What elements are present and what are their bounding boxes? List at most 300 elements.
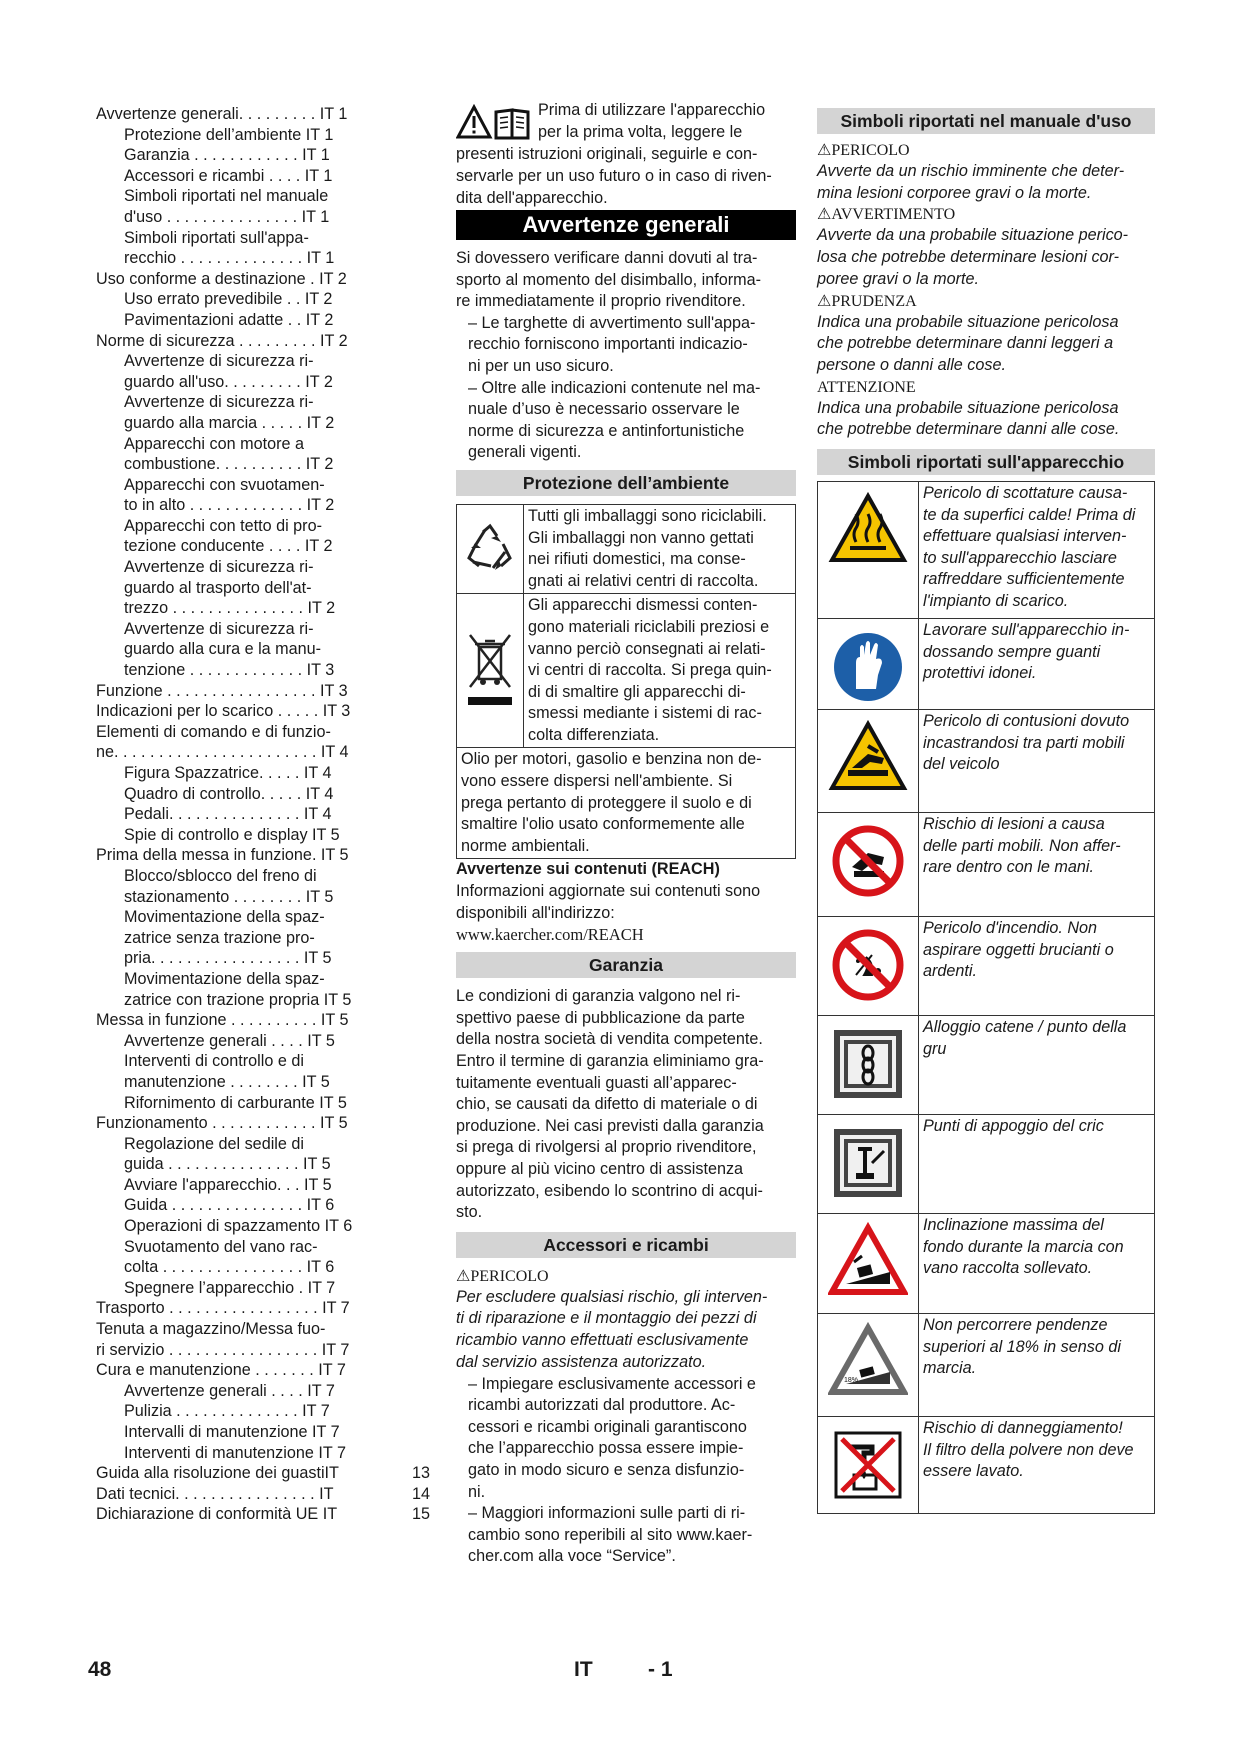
- hand-crush-warning-icon: [828, 718, 908, 798]
- column-right: [817, 104, 1155, 1514]
- accessories-dash-2: [456, 1503, 796, 1568]
- symbol-icon-cell: [818, 1214, 919, 1313]
- toc-entry[interactable]: [96, 1319, 430, 1340]
- text-line: sporto al momento del disimballo, informa-: [456, 270, 761, 289]
- signal-word-attention: ATTENZIONE: [817, 378, 916, 396]
- reach-text: [456, 881, 796, 924]
- toc-entry[interactable]: [96, 413, 430, 434]
- toc-entry-text: Spegnere l’apparecchio . IT 7: [124, 1278, 336, 1297]
- text-line: – Oltre alle indicazioni contenute nel ma-: [468, 378, 761, 397]
- signal-word-warning: [817, 204, 1155, 225]
- toc-entry[interactable]: [96, 1422, 430, 1443]
- text-line: Informazioni aggiornate sui contenuti sono: [456, 882, 761, 901]
- toc-entry-text: Messa in funzione . . . . . . . . . . IT 5: [96, 1011, 349, 1030]
- warning-triangle-icon: ⚠: [817, 142, 832, 159]
- symbol-row: [818, 1115, 1154, 1214]
- text-line: to sull'apparecchio lasciare: [923, 548, 1117, 567]
- symbol-row: [818, 1417, 1154, 1513]
- symbol-description: [919, 813, 1125, 916]
- toc-entry-text: zatrice con trazione propria IT 5: [124, 990, 352, 1009]
- toc-entry-text: Accessori e ricambi . . . . IT 1: [124, 166, 333, 185]
- toc-entry[interactable]: [96, 1298, 430, 1319]
- toc-entry-text: Simboli riportati sull'appa-: [124, 228, 309, 247]
- toc-entry[interactable]: [96, 804, 430, 825]
- text-line: – Impiegare esclusivamente accessori e: [468, 1374, 756, 1393]
- toc-entry-text: Avvertenze generali. . . . . . . . . IT 1: [96, 105, 348, 123]
- toc-entry-text: Simboli riportati nel manuale: [124, 187, 329, 206]
- symbol-description: [919, 1214, 1128, 1313]
- intro-line: dita dell'apparecchio.: [456, 189, 608, 207]
- heading-accessories: Accessori e ricambi: [456, 1232, 796, 1258]
- text-line: Il filtro della polvere non deve: [923, 1440, 1134, 1459]
- text-line: persone o danni alle cose.: [817, 355, 1006, 374]
- toc-entry-text: Apparecchi con motore a: [124, 434, 304, 453]
- text-line: nuale d’uso è necessario osservare le: [468, 400, 740, 419]
- toc-entry[interactable]: [96, 1216, 430, 1237]
- symbol-description: [919, 1417, 1138, 1513]
- signal-word-caution: [817, 291, 1155, 312]
- text-line: ardenti.: [923, 962, 977, 981]
- text-line: Rischio di danneggiamento!: [923, 1419, 1123, 1438]
- toc-entry[interactable]: [96, 681, 430, 702]
- toc-entry[interactable]: [96, 784, 430, 805]
- signal-label: PERICOLO: [831, 142, 910, 159]
- toc-entry[interactable]: [96, 990, 430, 1011]
- environment-row-recycling: [457, 505, 795, 594]
- text-line: poree gravi o la morte.: [817, 269, 979, 288]
- intro-line: per la prima volta, leggere le: [538, 123, 743, 141]
- toc-entry-text: zatrice senza trazione pro-: [124, 928, 315, 947]
- text-line: ni per un uso sicuro.: [468, 356, 614, 375]
- toc-entry[interactable]: [96, 228, 430, 249]
- toc-entry[interactable]: [96, 845, 430, 866]
- toc-entry[interactable]: [96, 1401, 430, 1422]
- toc-entry-text: Quadro di controllo. . . . . IT 4: [124, 784, 334, 803]
- toc-entry-text: tenzione . . . . . . . . . . . . . IT 3: [124, 661, 335, 680]
- signal-text-danger: [817, 161, 1155, 204]
- toc-entry-text: tezione conducente . . . . IT 2: [124, 537, 333, 556]
- symbol-icon-cell: [818, 482, 919, 618]
- symbol-description: [919, 1115, 1108, 1213]
- toc-entry-text: Pulizia . . . . . . . . . . . . . . IT 7: [124, 1402, 330, 1421]
- toc-entry[interactable]: [96, 207, 430, 228]
- text-line: gono materiali riciclabili preziosi e: [528, 617, 770, 636]
- text-line: mina lesioni corporee gravi o la morte.: [817, 183, 1092, 202]
- text-line: recchio forniscono importanti indicazio-: [468, 335, 748, 354]
- toc-entry[interactable]: [96, 1381, 430, 1402]
- toc-entry[interactable]: [96, 1134, 430, 1155]
- toc-entry[interactable]: [96, 269, 430, 290]
- text-line: cher.com alla voce “Service”.: [468, 1547, 676, 1566]
- warranty-paragraph: [456, 986, 796, 1224]
- text-line: dal servizio assistenza autorizzato.: [456, 1352, 707, 1371]
- text-line: smessi mediante i sistemi di rac-: [528, 704, 762, 723]
- no-burning-objects-icon: [828, 925, 908, 1005]
- toc-entry-text: guardo alla cura e la manu-: [124, 640, 322, 659]
- text-line: prega pertanto di proteggere il suolo e di: [461, 793, 752, 812]
- toc-entry-text: colta . . . . . . . . . . . . . . . . IT 6: [124, 1258, 335, 1277]
- text-line: Inclinazione massima del: [923, 1216, 1104, 1235]
- text-line: gnati ai relativi centri di raccolta.: [528, 571, 759, 590]
- toc-entry-text: Cura e manutenzione . . . . . . . IT 7: [96, 1361, 346, 1380]
- toc-entry[interactable]: [96, 928, 430, 949]
- toc-entry-text: ri servizio . . . . . . . . . . . . . . . . . IT 7: [96, 1340, 350, 1359]
- toc-entry[interactable]: [96, 825, 430, 846]
- toc-entry-text: Movimentazione della spaz-: [124, 969, 325, 988]
- toc-entry[interactable]: [96, 1154, 430, 1175]
- text-line: cessori e ricambi originali garantiscono: [468, 1417, 747, 1436]
- toc-entry-text: Funzionamento . . . . . . . . . . . . IT 5: [96, 1114, 348, 1133]
- toc-entry-text: Dichiarazione di conformità UE IT: [96, 1505, 338, 1524]
- symbol-row: [818, 1314, 1154, 1417]
- text-line: che l’apparecchio possa essere impie-: [468, 1439, 744, 1458]
- toc-entry-text: Avvertenze di sicurezza ri-: [124, 619, 314, 638]
- toc-entry-text: ne. . . . . . . . . . . . . . . . . . . . . . . IT 4: [96, 743, 349, 762]
- text-line: smaltire l'olio usato conformemente alle: [461, 815, 745, 834]
- hot-surface-warning-icon: [828, 490, 908, 570]
- toc-entry-text: Spie di controllo e display IT 5: [124, 825, 340, 844]
- symbol-description: [919, 1314, 1125, 1416]
- toc-entry-text: guida . . . . . . . . . . . . . . . IT 5: [124, 1155, 331, 1174]
- environment-text-oil: [457, 748, 766, 858]
- toc-entry[interactable]: [96, 763, 430, 784]
- text-line: fondo durante la marcia con: [923, 1237, 1124, 1256]
- text-line: norme di sicurezza e antinfortunistiche: [468, 421, 745, 440]
- text-line: incastrandosi tra parti mobili: [923, 733, 1125, 752]
- toc-entry[interactable]: [96, 145, 430, 166]
- toc-entry[interactable]: [96, 310, 430, 331]
- toc-entry[interactable]: [96, 1093, 430, 1114]
- text-line: te da superfici calde! Prima di: [923, 505, 1136, 524]
- text-line: Gli imballaggi non vanno gettati: [528, 528, 754, 547]
- signal-label: AVVERTIMENTO: [831, 206, 956, 224]
- symbol-row: [818, 917, 1154, 1016]
- toc-entry[interactable]: [96, 248, 430, 269]
- text-line: Gli apparecchi dismessi conten-: [528, 596, 758, 615]
- text-line: – Maggiori informazioni sulle parti di ri-: [468, 1504, 746, 1523]
- environment-row-oil: [457, 748, 795, 858]
- signal-word-danger: [817, 140, 1155, 161]
- toc-entry-text: Rifornimento di carburante IT 5: [124, 1093, 347, 1112]
- toc-entry[interactable]: [96, 1360, 430, 1381]
- toc-entry-text: guardo al trasporto dell'at-: [124, 578, 312, 597]
- toc-entry[interactable]: [96, 1195, 430, 1216]
- toc-entry-text: Intervalli di manutenzione IT 7: [124, 1423, 340, 1441]
- signal-label: PRUDENZA: [831, 292, 917, 310]
- text-line: chio, se causati da difetto di materiale o di: [456, 1095, 758, 1114]
- toc-entry-text: Svuotamento del vano rac-: [124, 1237, 318, 1256]
- text-line: norme ambientali.: [461, 836, 590, 855]
- text-line: che potrebbe determinare danni alle cose.: [817, 420, 1120, 439]
- symbol-description: [919, 917, 1118, 1015]
- text-line: raffreddare sufficientemente: [923, 570, 1125, 589]
- toc-entry-text: Indicazioni per lo scarico . . . . . IT 3: [96, 702, 351, 721]
- toc-entry-text: Avvertenze di sicurezza ri-: [124, 352, 314, 371]
- toc-entry-text: Interventi di manutenzione IT 7: [124, 1443, 346, 1462]
- toc-entry[interactable]: [96, 1031, 430, 1052]
- text-line: ni.: [468, 1482, 486, 1501]
- environment-text-weee: [524, 594, 776, 747]
- symbol-row: [818, 710, 1154, 813]
- heading-manual-symbols: Simboli riportati nel manuale d'uso: [817, 108, 1155, 134]
- toc-entry[interactable]: [96, 331, 430, 352]
- text-line: Per escludere qualsiasi rischio, gli interven-: [456, 1287, 768, 1306]
- toc-entry[interactable]: [96, 1072, 430, 1093]
- table-of-contents: [96, 104, 430, 1525]
- text-line: re immediatamente il proprio rivenditore.: [456, 292, 746, 311]
- toc-entry-page: 14: [412, 1484, 431, 1503]
- signal-text-attention: [817, 398, 1155, 441]
- text-line: nei rifiuti domestici, ma conse-: [528, 550, 746, 569]
- text-line: ricambio vanno effettuati esclusivamente: [456, 1331, 749, 1350]
- text-line: vono essere dispersi nell'ambiente. Si: [461, 772, 733, 791]
- max-slope-18-icon: [828, 1322, 908, 1402]
- toc-entry-text: Interventi di controllo e di: [124, 1052, 304, 1071]
- toc-entry[interactable]: [96, 1237, 430, 1258]
- device-symbols-table: [817, 481, 1155, 1514]
- text-line: delle parti mobili. Non affer-: [923, 836, 1121, 855]
- symbol-row: [818, 1016, 1154, 1115]
- toc-entry-text: Avvertenze di sicurezza ri-: [124, 393, 314, 412]
- text-line: Pericolo di contusioni dovuto: [923, 712, 1130, 731]
- warning-triangle-icon: ⚠: [456, 1267, 471, 1285]
- toc-entry-text: manutenzione . . . . . . . . IT 5: [124, 1072, 330, 1091]
- toc-entry-text: Uso errato prevedibile . . IT 2: [124, 290, 333, 309]
- text-line: Indica una probabile situazione pericolosa: [817, 398, 1119, 417]
- text-line: che potrebbe determinare danni leggeri a: [817, 334, 1114, 353]
- toc-entry-text: combustione. . . . . . . . . . IT 2: [124, 455, 334, 474]
- general-dash-1: [456, 313, 796, 378]
- toc-entry[interactable]: [96, 1443, 430, 1464]
- toc-entry[interactable]: [96, 619, 430, 640]
- toc-entry[interactable]: [96, 887, 430, 908]
- toc-entry[interactable]: [96, 969, 430, 990]
- text-line: ti di riparazione e il montaggio dei pezzi di: [456, 1309, 757, 1328]
- signal-text-caution: [817, 312, 1155, 377]
- text-line: Punti di appoggio del cric: [923, 1117, 1104, 1136]
- toc-entry-text: Guida alla risoluzione dei guastiIT: [96, 1464, 339, 1483]
- text-line: Si dovessero verificare danni dovuti al tra-: [456, 249, 758, 267]
- toc-entry-text: Elementi di comando e di funzio-: [96, 722, 331, 741]
- toc-entry-text: Garanzia . . . . . . . . . . . . IT 1: [124, 146, 330, 165]
- warning-read-manual-icon: [456, 104, 534, 140]
- max-slope-hopper-raised-icon: [828, 1222, 908, 1302]
- symbol-icon-cell: [818, 917, 919, 1015]
- toc-entry[interactable]: [96, 475, 430, 496]
- toc-entry[interactable]: [96, 866, 430, 887]
- text-line: – Le targhette di avvertimento sull'appa-: [468, 313, 756, 332]
- toc-entry[interactable]: [96, 125, 430, 146]
- toc-entry-text: pria. . . . . . . . . . . . . . . . . IT 5: [124, 949, 332, 968]
- toc-entry[interactable]: [96, 289, 430, 310]
- toc-entry[interactable]: [96, 454, 430, 475]
- heading-environment: Protezione dell’ambiente: [456, 470, 796, 496]
- toc-entry[interactable]: [96, 495, 430, 516]
- text-line: essere lavato.: [923, 1462, 1024, 1481]
- text-line: Lavorare sull'apparecchio in-: [923, 621, 1130, 640]
- toc-entry[interactable]: [96, 166, 430, 187]
- text-line: gato in modo sicuro e senza disfunzio-: [468, 1460, 745, 1479]
- text-line: Alloggio catene / punto della: [923, 1018, 1127, 1037]
- toc-entry-text: Operazioni di spazzamento IT 6: [124, 1217, 353, 1236]
- text-line: generali vigenti.: [468, 443, 582, 462]
- general-paragraph: [456, 248, 796, 313]
- intro-line: presenti istruzioni originali, seguirle e con-: [456, 145, 758, 163]
- intro-line: servarle per un uso futuro o in caso di riven-: [456, 167, 772, 185]
- toc-entry[interactable]: [96, 186, 430, 207]
- toc-entry-text: guardo alla marcia . . . . . IT 2: [124, 413, 335, 432]
- text-line: Indica una probabile situazione pericolosa: [817, 312, 1119, 331]
- intro-block: [456, 101, 796, 207]
- toc-entry[interactable]: [96, 351, 430, 372]
- symbol-icon-cell: [818, 1016, 919, 1114]
- toc-entry[interactable]: [96, 722, 430, 743]
- text-line: tuitamente eventuali guasti all’apparec-: [456, 1073, 737, 1092]
- symbol-description: [919, 1016, 1130, 1114]
- toc-entry[interactable]: [96, 907, 430, 928]
- text-line: aspirare oggetti brucianti o: [923, 940, 1114, 959]
- text-line: protettivi idonei.: [923, 664, 1037, 683]
- toc-entry[interactable]: [96, 1504, 430, 1525]
- text-line: di di smaltire gli apparecchi di-: [528, 682, 746, 701]
- environment-text-recycling: [524, 505, 771, 593]
- column-middle: [456, 101, 796, 1568]
- toc-entry-text: recchio . . . . . . . . . . . . . . IT 1: [124, 249, 335, 268]
- reach-title: Avvertenze sui contenuti (REACH): [456, 860, 720, 879]
- toc-entry[interactable]: [96, 434, 430, 455]
- environment-table: [456, 504, 796, 860]
- no-washing-filter-icon: [828, 1425, 908, 1505]
- toc-entry[interactable]: [96, 1175, 430, 1196]
- accessories-dash-1: [456, 1374, 796, 1504]
- toc-entry[interactable]: [96, 1484, 430, 1505]
- text-line: Avverte da una probabile situazione perico-: [817, 226, 1129, 245]
- symbol-description: [919, 619, 1133, 709]
- symbol-row: [818, 482, 1154, 619]
- symbol-row: [818, 1214, 1154, 1314]
- text-line: Entro il termine di garanzia eliminiamo gra-: [456, 1052, 764, 1070]
- crossed-bin-icon: [465, 629, 515, 713]
- toc-entry-text: Trasporto . . . . . . . . . . . . . . . . . IT 7: [96, 1299, 350, 1318]
- text-line: l'impianto di scarico.: [923, 592, 1069, 610]
- intro-line: Prima di utilizzare l'apparecchio: [538, 101, 766, 119]
- toc-entry-text: Avvertenze di sicurezza ri-: [124, 558, 314, 577]
- text-line: Rischio di lesioni a causa: [923, 815, 1105, 834]
- toc-entry-text: Avvertenze generali . . . . IT 5: [124, 1031, 335, 1050]
- text-line: Pericolo d'incendio. Non: [923, 919, 1098, 938]
- toc-entry[interactable]: [96, 1340, 430, 1361]
- toc-entry[interactable]: [96, 1278, 430, 1299]
- toc-entry[interactable]: [96, 1113, 430, 1134]
- wear-gloves-icon: [828, 627, 908, 707]
- text-line: losa che potrebbe determinare lesioni cor-: [817, 248, 1120, 267]
- text-line: si prega di rivolgersi al proprio rivenditore,: [456, 1138, 757, 1157]
- signal-text-warning: [817, 225, 1155, 290]
- toc-entry[interactable]: [96, 598, 430, 619]
- toc-entry[interactable]: [96, 742, 430, 763]
- text-line: disponibili all'indirizzo:: [456, 903, 615, 922]
- recycling-icon: [463, 522, 517, 576]
- toc-entry-text: trezzo . . . . . . . . . . . . . . . IT 2: [124, 599, 336, 618]
- symbol-icon-cell: [818, 1417, 919, 1513]
- text-line: marcia.: [923, 1359, 977, 1378]
- toc-entry[interactable]: [96, 948, 430, 969]
- text-line: vi centri di raccolta. Si prega quin-: [528, 661, 772, 680]
- toc-entry-text: Protezione dell’ambiente IT 1: [124, 125, 334, 144]
- toc-entry-text: Movimentazione della spaz-: [124, 908, 325, 927]
- symbol-icon-cell: [818, 813, 919, 916]
- toc-entry[interactable]: [96, 372, 430, 393]
- accessories-signal-word: [456, 1266, 796, 1287]
- toc-entry-text: stazionamento . . . . . . . . IT 5: [124, 887, 334, 906]
- text-line: spettivo paese di pubblicazione da parte: [456, 1008, 745, 1027]
- heading-device-symbols: Simboli riportati sull'apparecchio: [817, 449, 1155, 475]
- toc-entry[interactable]: [96, 660, 430, 681]
- symbol-row: [818, 619, 1154, 710]
- toc-entry[interactable]: [96, 516, 430, 537]
- text-line: del veicolo: [923, 755, 1000, 774]
- language-code: IT: [574, 1658, 593, 1681]
- text-line: Olio per motori, gasolio e benzina non de-: [461, 750, 762, 769]
- toc-entry[interactable]: [96, 578, 430, 599]
- symbol-icon-cell: [818, 710, 919, 812]
- toc-entry[interactable]: [96, 701, 430, 722]
- svg-text:18%: 18%: [844, 1377, 859, 1385]
- toc-entry[interactable]: [96, 1010, 430, 1031]
- toc-entry[interactable]: [96, 1463, 430, 1484]
- environment-row-weee: [457, 594, 795, 748]
- text-line: Tutti gli imballaggi sono riciclabili.: [528, 506, 767, 525]
- jack-point-icon: [828, 1123, 908, 1203]
- symbol-description: [919, 710, 1133, 812]
- heading-warranty: Garanzia: [456, 952, 796, 978]
- toc-entry[interactable]: [96, 557, 430, 578]
- toc-entry-text: to in alto . . . . . . . . . . . . . IT 2: [124, 496, 335, 515]
- toc-entry-text: Uso conforme a destinazione . IT 2: [96, 269, 347, 288]
- text-line: colta differenziata.: [528, 725, 660, 744]
- symbol-icon-cell: [818, 1314, 919, 1416]
- symbol-icon-cell: [818, 619, 919, 709]
- toc-entry-text: Pedali. . . . . . . . . . . . . . . IT 4: [124, 805, 332, 824]
- toc-entry-text: Funzione . . . . . . . . . . . . . . . . . IT 3: [96, 681, 348, 700]
- text-line: ricambi autorizzati dal produttore. Ac-: [468, 1396, 736, 1415]
- text-line: effettuare qualsiasi interven-: [923, 527, 1127, 546]
- toc-entry[interactable]: [96, 104, 430, 125]
- toc-entry-text: Apparecchi con svuotamen-: [124, 475, 325, 494]
- toc-entry[interactable]: [96, 536, 430, 557]
- text-line: dossando sempre guanti: [923, 642, 1101, 661]
- toc-entry[interactable]: [96, 1051, 430, 1072]
- toc-entry[interactable]: [96, 392, 430, 413]
- toc-entry-text: Apparecchi con tetto di pro-: [124, 516, 322, 535]
- toc-entry-text: Regolazione del sedile di: [124, 1134, 304, 1153]
- warning-triangle-icon: ⚠: [817, 292, 832, 310]
- symbol-icon-cell: [818, 1115, 919, 1213]
- text-line: cambio sono reperibili al sito www.kaer-: [468, 1525, 753, 1544]
- text-line: Non percorrere pendenze: [923, 1316, 1108, 1335]
- toc-entry-text: Figura Spazzatrice. . . . . IT 4: [124, 764, 332, 782]
- text-line: Pericolo di scottature causa-: [923, 484, 1128, 503]
- symbol-row: [818, 813, 1154, 917]
- reach-url-link[interactable]: www.kaercher.com/REACH: [456, 925, 644, 945]
- toc-entry-text: Guida . . . . . . . . . . . . . . . IT 6: [124, 1196, 335, 1215]
- toc-entry[interactable]: [96, 639, 430, 660]
- text-line: vano raccolta sollevato.: [923, 1259, 1093, 1278]
- accessories-italic-text: [456, 1287, 796, 1374]
- toc-entry-text: guardo all'uso. . . . . . . . . IT 2: [124, 372, 333, 391]
- toc-entry-text: Blocco/sblocco del freno di: [124, 866, 317, 885]
- toc-entry[interactable]: [96, 1257, 430, 1278]
